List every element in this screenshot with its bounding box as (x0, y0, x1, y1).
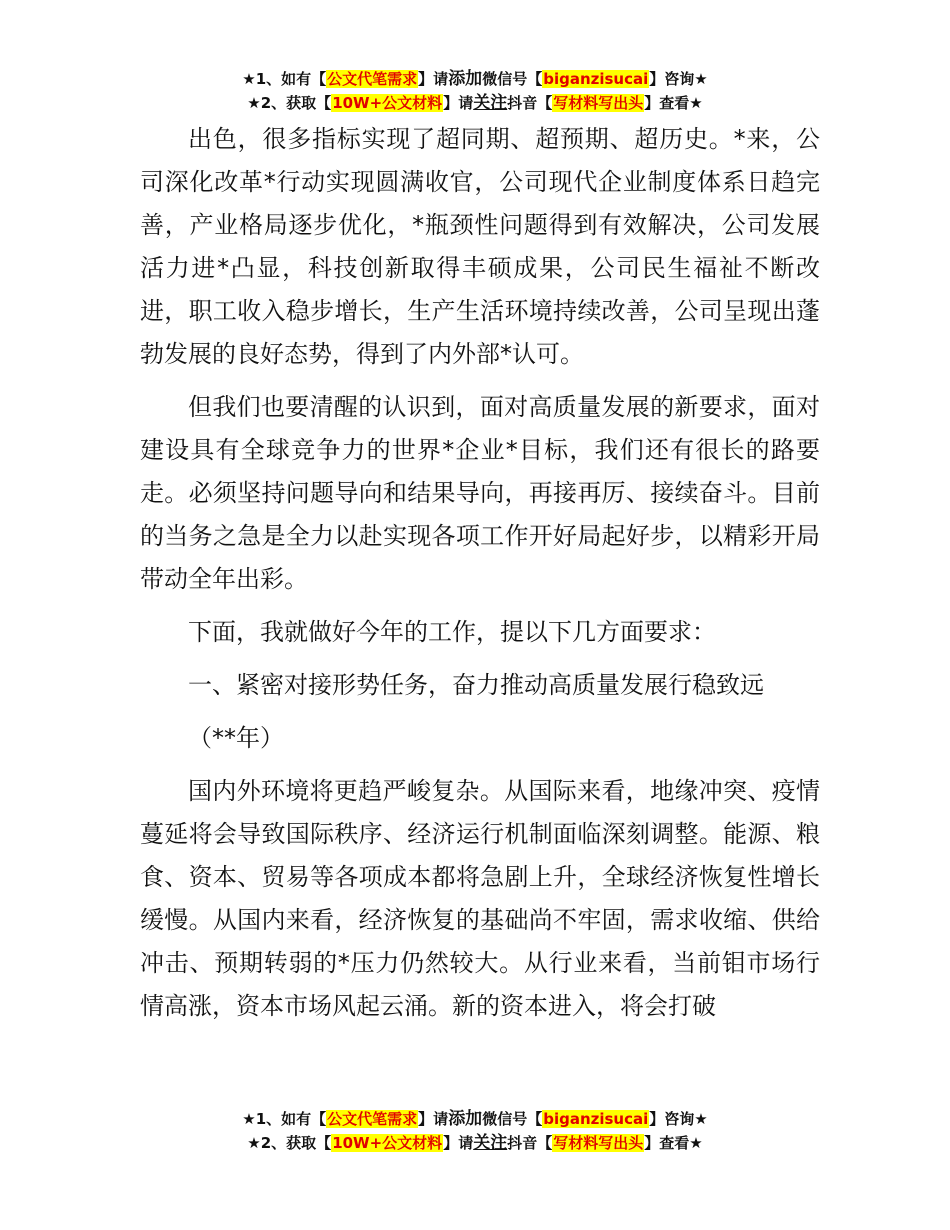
highlight-wechat-id: biganzisucai (543, 70, 649, 88)
highlight-service: 公文代笔需求 (327, 1110, 418, 1128)
paragraph-2: 但我们也要清醒的认识到，面对高质量发展的新要求，面对建设具有全球竞争力的世界*企业*目标，我们还有很长的路要走。必须坚持问题导向和结果导向，再接再厉、接续奋斗。目前的当务之急是全力以赴实现各项工作开好局起好步，以精彩开局带动全年出彩。 (140, 393, 820, 593)
paragraph-1: 出色，很多指标实现了超同期、超预期、超历史。*来，公司深化改革*行动实现圆满收官，公司现代企业制度体系日趋完善，产业格局逐步优化，*瓶颈性问题得到有效解决，公司发展活力进*凸显，科技创新取得丰硕成果，公司民生福祉不断改进，职工收入稳步增长，生产生活环境持续改善，公司呈现出蓬勃发展的良好态势，得到了内外部*认可。 (140, 125, 820, 368)
year-note: （**年） (188, 724, 284, 752)
highlight-wechat-id: biganzisucai (543, 1110, 649, 1128)
banner-line-1: ★1、如有【公文代笔需求】请添加微信号【biganzisucai】咨询★ (242, 1109, 708, 1129)
highlight-materials: 10W+公文材料 (332, 94, 443, 112)
header-banner (0, 67, 950, 115)
banner-line-1: ★1、如有【公文代笔需求】请添加微信号【biganzisucai】咨询★ (242, 69, 708, 89)
highlight-service: 公文代笔需求 (327, 70, 418, 88)
document-body (140, 118, 820, 1038)
section-heading: 一、紧密对接形势任务，奋力推动高质量发展行稳致远 (188, 671, 764, 699)
paragraph-3: 下面，我就做好今年的工作，提以下几方面要求： (188, 618, 716, 646)
footer-banner (0, 1107, 950, 1155)
highlight-materials: 10W+公文材料 (332, 1134, 443, 1152)
paragraph-4: 国内外环境将更趋严峻复杂。从国际来看，地缘冲突、疫情蔓延将会导致国际秩序、经济运行机制面临深刻调整。能源、粮食、资本、贸易等各项成本都将急剧上升，全球经济恢复性增长缓慢。从国内来看，经济恢复的基础尚不牢固，需求收缩、供给冲击、预期转弱的*压力仍然较大。从行业来看，当前钼市场行情高涨，资本市场风起云涌。新的资本进入，将会打破 (140, 777, 820, 1020)
highlight-douyin: 写材料写出头 (553, 1134, 644, 1152)
banner-line-2: ★2、获取【10W+公文材料】请关注抖音【写材料写出头】查看★ (247, 93, 703, 113)
highlight-douyin: 写材料写出头 (553, 94, 644, 112)
banner-line-2: ★2、获取【10W+公文材料】请关注抖音【写材料写出头】查看★ (247, 1133, 703, 1153)
